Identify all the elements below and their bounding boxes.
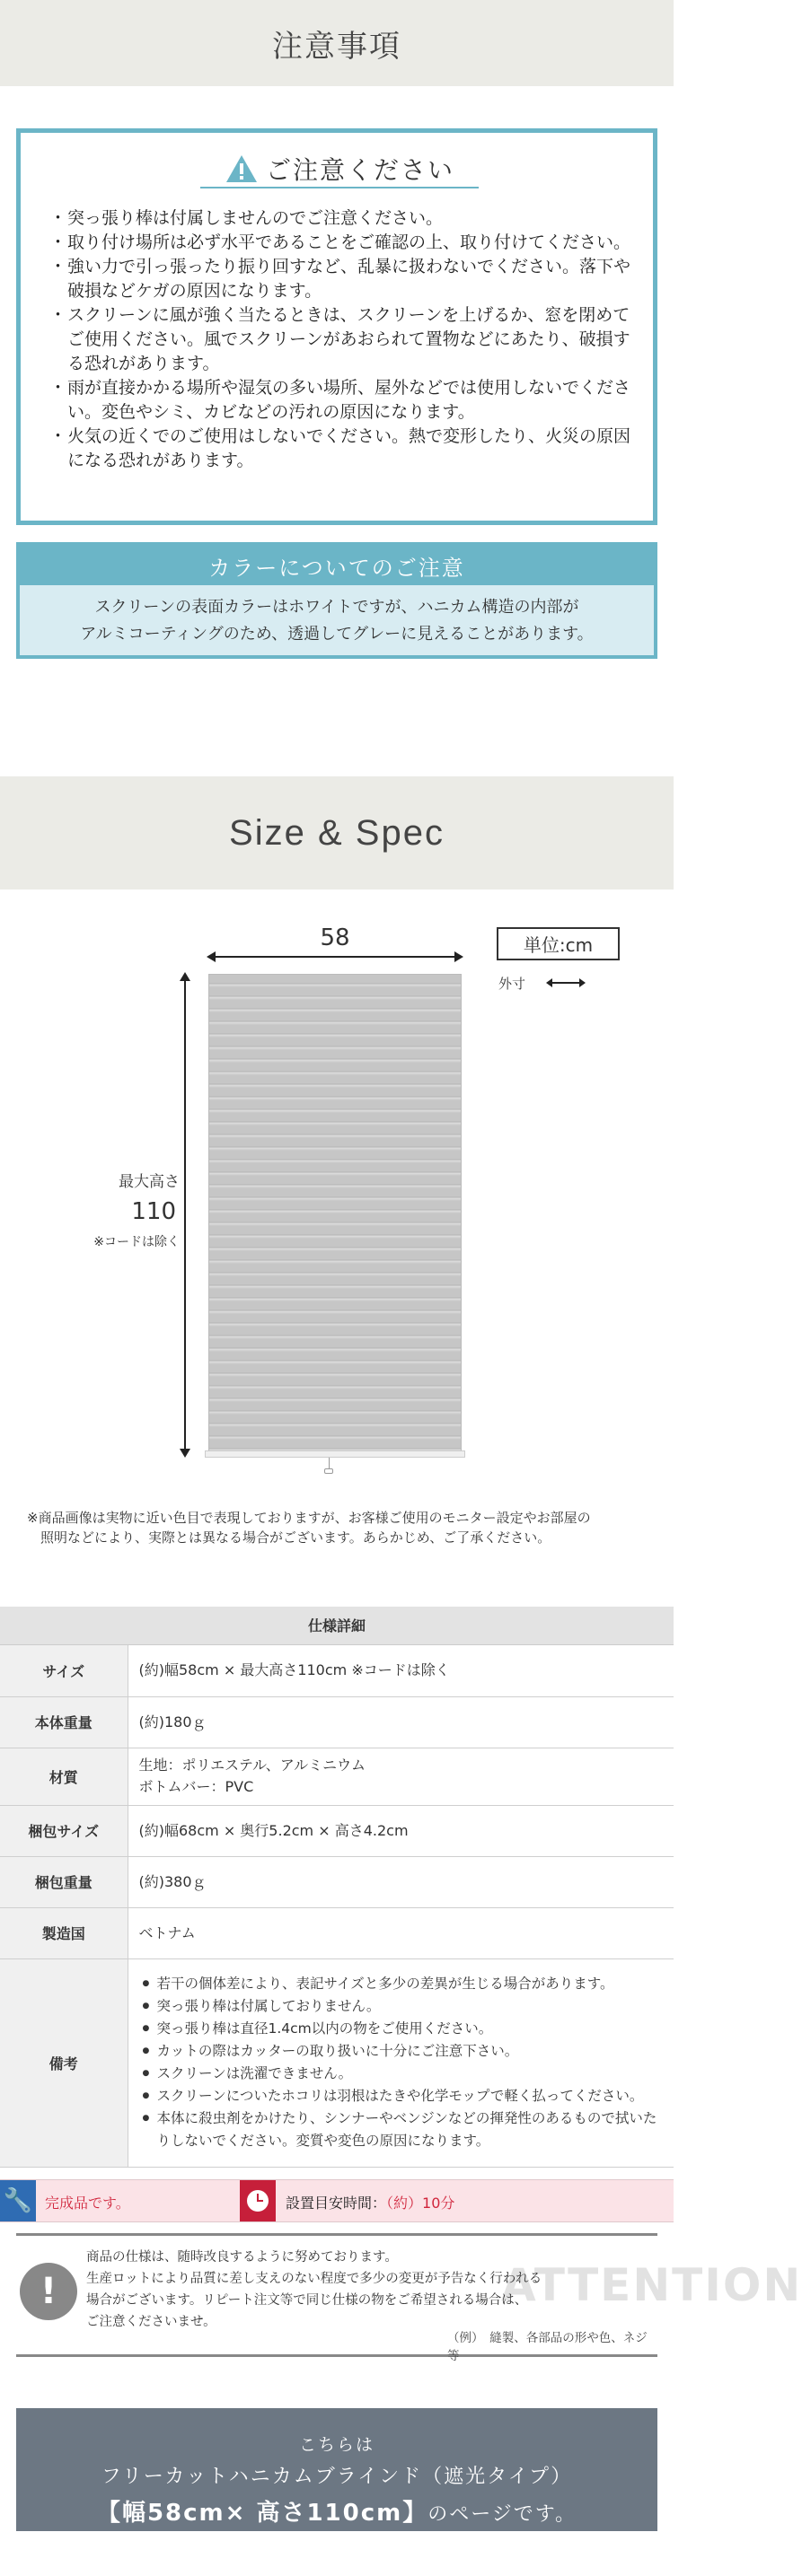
banner-size-line: [16, 2494, 657, 2528]
spec-caption-row: [0, 1607, 674, 1644]
spec-key: サイズ: [0, 1644, 128, 1696]
list-item: ● 若干の個体差により、表記サイズと多少の差異が生じる場合があります。: [139, 1973, 664, 1995]
table-row: [0, 1958, 674, 2167]
width-value: 58: [320, 924, 350, 951]
caution-item: ・ 突っ張り棒は付属しませんのでご注意ください。: [49, 206, 642, 231]
size-section-header: [0, 776, 674, 889]
exclamation-icon: !: [20, 2263, 77, 2320]
blind-image: [208, 974, 462, 1456]
banner-size: 【幅58cm× 高さ110cm】: [96, 2500, 428, 2527]
table-row: [0, 1748, 674, 1805]
list-item: ● スクリーンは洗濯できません。: [139, 2063, 664, 2085]
list-item: ● 本体に殺虫剤をかけたり、シンナーやベンジンなどの揮発性のあるもので拭いたりしないでください。変質や変色の原因になります。: [139, 2107, 664, 2152]
spec-key: 材質: [0, 1748, 128, 1805]
height-dimension-arrow: [184, 974, 186, 1456]
attention-line: ご注意くださいませ。: [86, 2315, 216, 2329]
width-dimension-arrow: [208, 956, 462, 958]
color-notice-heading: カラーについてのご注意: [20, 546, 654, 585]
banner-product-name: フリーカットハニカムブラインド（遮光タイプ）: [101, 2466, 573, 2488]
caution-item: ・ スクリーンに風が強く当たるときは、スクリーンを上げるか、窓を閉めてご使用ください。風でスクリーンがあおられて置物などにあたり、破損する恐れがあります。: [49, 303, 642, 376]
table-row: [0, 1856, 674, 1907]
attention-line: 場合がございます。リピート注文等で同じ仕様の物をご希望される場合は、: [86, 2293, 528, 2308]
disclaimer-line: ※商品画像は実物に近い色目で表現しておりますが、お客様ご使用のモニター設定やお部屋の: [27, 1510, 591, 1526]
banner-line: こちらは: [298, 2435, 375, 2455]
caution-item: ・ 取り付け場所は必ず水平であることをご確認の上、取り付けてください。: [49, 231, 642, 255]
spec-table: [0, 1607, 674, 2168]
caution-item: ・ 強い力で引っ張ったり振り回すなど、乱暴に扱わないでください。落下や破損などケガの原因になります。: [49, 255, 642, 303]
spec-value: (約)180ｇ: [128, 1696, 674, 1748]
table-row: [0, 1907, 674, 1958]
unit-label: 単位:cm: [497, 927, 620, 960]
height-label: 最大高さ: [119, 1173, 180, 1191]
spec-key: 梱包重量: [0, 1856, 128, 1907]
spec-value-line: 生地：ポリエステル、アルミニウム: [138, 1757, 366, 1774]
caution-list: [49, 206, 642, 473]
height-value: 110: [131, 1198, 176, 1225]
attention-example: （例） 縫製、各部品の形や色、ネジ等: [447, 2331, 648, 2363]
spec-key: 梱包サイズ: [0, 1805, 128, 1856]
product-page-banner: [16, 2408, 657, 2531]
spec-value: [128, 1748, 674, 1805]
spec-key: 製造国: [0, 1907, 128, 1958]
banner-suffix: のページです。: [427, 2503, 577, 2526]
blind-cord: [329, 1458, 330, 1468]
table-row: [0, 1805, 674, 1856]
legend-arrow-icon: [548, 982, 584, 984]
warning-icon: [225, 153, 259, 184]
caution-item: ・ 火気の近くでのご使用はしないでください。熱で変形したり、火災の原因になる恐れがあります。: [49, 425, 642, 473]
color-disclaimer: [27, 1508, 656, 1547]
table-row: [0, 1696, 674, 1748]
attention-text: [86, 2247, 553, 2333]
color-notice-line: スクリーンの表面カラーはホワイトですが、ハニカム構造の内部が: [94, 598, 579, 617]
attention-watermark: ATTENTION: [501, 2259, 802, 2311]
spec-value-line: ボトムバー：PVC: [138, 1778, 254, 1795]
section-title: Size & Spec: [229, 812, 445, 853]
install-time-label: 設置目安時間：: [286, 2195, 387, 2212]
disclaimer-line: 照明などにより、実際とは異なる場合がございます。あらかじめ、ご了承ください。: [27, 1529, 551, 1546]
caution-heading: [200, 151, 479, 188]
legend-label: 外寸: [498, 976, 526, 992]
attention-box: [16, 2233, 802, 2363]
clock-icon: [240, 2180, 276, 2221]
list-item: ● スクリーンについたホコリは羽根はたきや化学モップで軽く払ってください。: [139, 2085, 664, 2107]
spec-value: (約)幅68cm × 奥行5.2cm × 高さ4.2cm: [128, 1805, 674, 1856]
status-strip: [0, 2179, 674, 2222]
cord-handle-icon: [324, 1468, 333, 1474]
spec-caption: 仕様詳細: [0, 1607, 674, 1644]
color-notice: [16, 542, 657, 659]
attention-line: 商品の仕様は、随時改良するように努めております。: [86, 2250, 398, 2265]
caution-box: [16, 128, 657, 525]
caution-item: ・ 雨が直接かかる場所や湿気の多い場所、屋外などでは使用しないでください。変色やシミ、カビなどの汚れの原因になります。: [49, 376, 642, 425]
list-item: ● 突っ張り棒は直径1.4cm以内の物をご使用ください。: [139, 2018, 664, 2040]
caution-section-header: [0, 0, 674, 86]
attention-line: 生産ロットにより品質に差し支えのない程度で多少の変更が予告なく行われる: [86, 2272, 542, 2286]
spec-key: 備考: [0, 1958, 128, 2167]
spec-key: 本体重量: [0, 1696, 128, 1748]
caution-heading-text: ご注意ください: [265, 155, 454, 185]
spec-value: ベトナム: [128, 1907, 674, 1958]
spec-value: (約)幅58cm × 最大高さ110cm ※コードは除く: [128, 1644, 674, 1696]
install-time: [286, 2192, 454, 2212]
section-title: 注意事項: [272, 28, 401, 65]
list-item: ● 突っ張り棒は付属しておりません。: [139, 1995, 664, 2018]
height-note: ※コードは除く: [93, 1235, 180, 1249]
list-item: ● カットの際はカッターの取り扱いに十分にご注意下さい。: [139, 2040, 664, 2063]
spec-notes: [128, 1958, 674, 2167]
spec-value: (約)380ｇ: [128, 1856, 674, 1907]
wrench-icon: 🔧: [0, 2180, 36, 2221]
blind-bottom-bar: [205, 1450, 465, 1458]
completed-label: 完成品です。: [45, 2195, 130, 2212]
notes-list: [139, 1973, 664, 2152]
color-notice-line: アルミコーティングのため、透過してグレーに見えることがあります。: [80, 625, 594, 644]
install-time-value: （約）10分: [386, 2195, 455, 2212]
table-row: [0, 1644, 674, 1696]
color-notice-text: [20, 585, 654, 648]
